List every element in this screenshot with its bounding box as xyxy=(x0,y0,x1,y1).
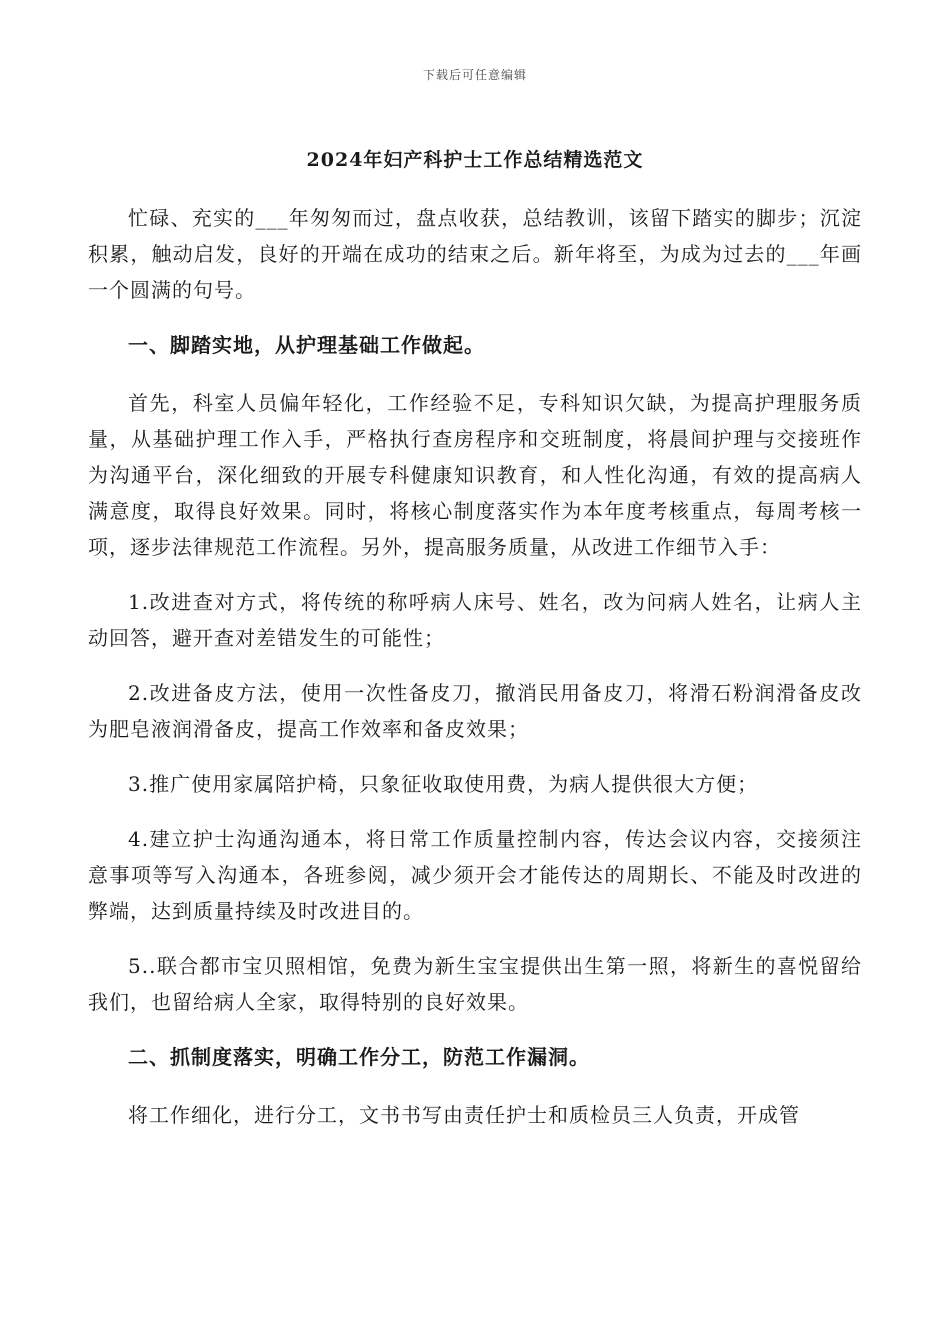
header-note: 下载后可任意编辑 xyxy=(422,68,527,82)
list-item-5: 5..联合都市宝贝照相馆，免费为新生宝宝提供出生第一照，将新生的喜悦留给我们，也留给病人全家，取得特别的良好效果。 xyxy=(88,954,862,1014)
section-heading-1: 一、脚踏实地，从护理基础工作做起。 xyxy=(128,333,485,357)
document-body xyxy=(88,200,862,1152)
section-2-paragraph: 将工作细化，进行分工，文书书写由责任护士和质检员三人负责，开成管 xyxy=(128,1103,800,1127)
list-item-3: 3.推广使用家属陪护椅，只象征收取使用费，为病人提供很大方便； xyxy=(128,772,759,796)
list-item-4: 4.建立护士沟通沟通本，将日常工作质量控制内容，传达会议内容，交接须注意事项等写入沟通本，各班参阅，减少须开会才能传达的周期长、不能及时改进的弊端，达到质量持续及时改进目的。 xyxy=(88,827,862,923)
document-title: 2024年妇产科护士工作总结精选范文 xyxy=(306,149,644,171)
intro-paragraph: 忙碌、充实的___年匆匆而过，盘点收获，总结教训，该留下踏实的脚步；沉淀积累，触动启发，良好的开端在成功的结束之后。新年将至，为成为过去的___年画一个圆满的句号。 xyxy=(88,206,862,302)
list-item-1: 1.改进查对方式，将传统的称呼病人床号、姓名，改为问病人姓名，让病人主动回答，避开查对差错发生的可能性； xyxy=(88,590,862,650)
section-heading-2: 二、抓制度落实，明确工作分工，防范工作漏洞。 xyxy=(128,1045,590,1069)
list-item-2: 2.改进备皮方法，使用一次性备皮刀，撤消民用备皮刀，将滑石粉润滑备皮改为肥皂液润滑备皮，提高工作效率和备皮效果； xyxy=(88,681,862,741)
section-1-paragraph: 首先，科室人员偏年轻化，工作经验不足，专科知识欠缺，为提高护理服务质量，从基础护理工作入手，严格执行查房程序和交班制度，将晨间护理与交接班作为沟通平台，深化细致的开展专科健康知识教育，和人性化沟通，有效的提高病人满意度，取得良好效果。同时，将核心制度落实作为本年度考核重点，每周考核一项，逐步法律规范工作流程。另外，提高服务质量，从改进工作细节入手： xyxy=(88,391,862,559)
